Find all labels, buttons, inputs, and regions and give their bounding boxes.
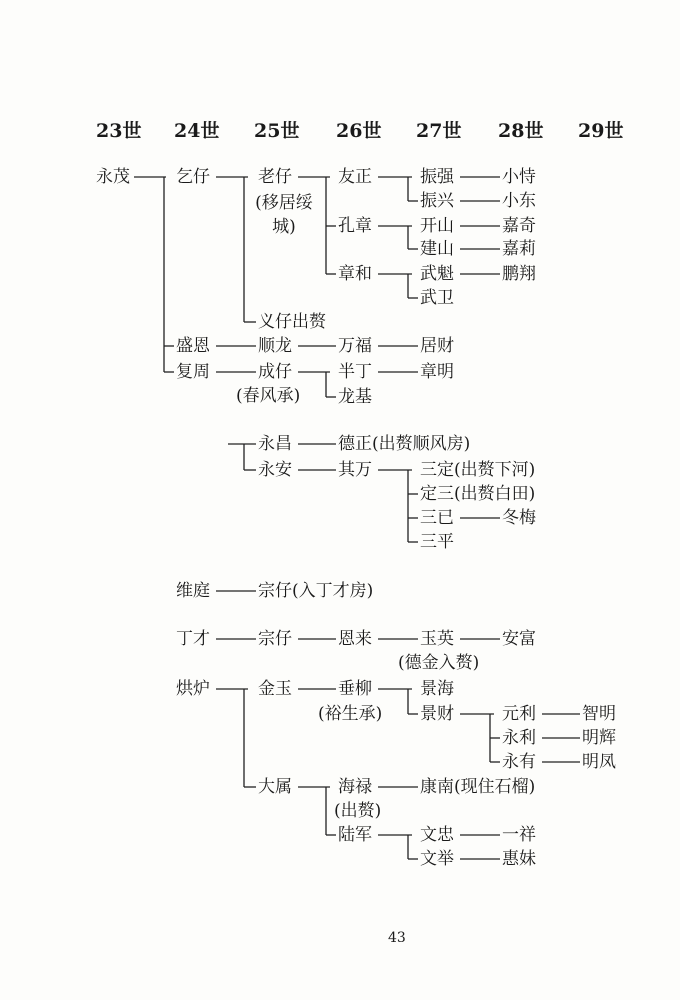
person-qiwan: 其万 — [338, 460, 372, 480]
person-hailu: 海禄 — [338, 777, 372, 797]
person-kaishan: 开山 — [420, 216, 454, 236]
person-zhenxing: 振兴 — [420, 191, 454, 211]
person-sanding: 三定(出赘下河) — [420, 460, 536, 480]
person-jinghai: 景海 — [420, 679, 454, 699]
person-jingcai: 景财 — [420, 704, 454, 724]
person-zongzai-1: 宗仔(入丁才房) — [258, 581, 374, 601]
person-note-chuiliu: (裕生承) — [318, 704, 383, 724]
generation-28: 28世 — [498, 120, 544, 142]
person-yizai: 义仔出赘 — [258, 312, 326, 332]
generation-26: 26世 — [336, 120, 382, 142]
person-zhanghe: 章和 — [338, 264, 372, 284]
person-longji: 龙基 — [338, 387, 372, 407]
generation-25: 25世 — [254, 120, 300, 142]
person-laozai: 老仔 — [258, 167, 292, 187]
person-dongmei: 冬梅 — [502, 508, 536, 528]
person-chuiliu: 垂柳 — [338, 679, 372, 699]
generation-29: 29世 — [578, 120, 624, 142]
person-fuzhou: 复周 — [176, 362, 210, 382]
person-dezheng: 德正(出赘顺风房) — [338, 434, 471, 454]
person-yongan: 永安 — [258, 460, 292, 480]
generation-24: 24世 — [174, 120, 220, 142]
person-wuwei: 武卫 — [420, 288, 454, 308]
person-huimei: 惠妹 — [502, 849, 536, 869]
person-xiaote: 小恃 — [502, 167, 536, 187]
person-sanji: 三已 — [420, 508, 454, 528]
person-jinyu: 金玉 — [258, 679, 292, 699]
person-chengzai: 成仔 — [258, 362, 292, 382]
person-wukui: 武魁 — [420, 264, 454, 284]
person-yongli: 永利 — [502, 728, 536, 748]
person-wenju: 文举 — [420, 849, 454, 869]
person-sanping: 三平 — [420, 532, 454, 552]
person-banding: 半丁 — [338, 362, 372, 382]
person-yixiang: 一祥 — [502, 825, 536, 845]
person-yongyou: 永有 — [502, 752, 536, 772]
person-anfu: 安富 — [502, 629, 536, 649]
person-qizai: 乞仔 — [176, 167, 210, 187]
person-kongzhang: 孔章 — [338, 216, 372, 236]
person-wenzhong: 文忠 — [420, 825, 454, 845]
person-wanfu: 万福 — [338, 336, 372, 356]
person-xiaodong: 小东 — [502, 191, 536, 211]
person-shunlong: 顺龙 — [258, 336, 292, 356]
person-jiali: 嘉莉 — [502, 239, 536, 259]
person-yuanli: 元利 — [502, 704, 536, 724]
person-dingcai: 丁才 — [176, 629, 210, 649]
person-mingfeng: 明凤 — [582, 752, 616, 772]
person-dingsan: 定三(出赘白田) — [420, 484, 536, 504]
person-zhenqiang: 振强 — [420, 167, 454, 187]
person-youzheng: 友正 — [338, 167, 372, 187]
person-zhiming: 智明 — [582, 704, 616, 724]
person-note-hailu: (出赘) — [334, 801, 382, 821]
person-jiaqi: 嘉奇 — [502, 216, 536, 236]
generation-27: 27世 — [416, 120, 462, 142]
person-zongzai-2: 宗仔 — [258, 629, 292, 649]
person-weiting: 维庭 — [176, 581, 210, 601]
person-jianshan: 建山 — [420, 239, 454, 259]
person-shengen: 盛恩 — [176, 336, 210, 356]
person-note-chengzai: (春风承) — [236, 386, 301, 406]
person-kangnan: 康南(现住石榴) — [420, 777, 536, 797]
person-honglu: 烘炉 — [176, 679, 210, 699]
generation-23: 23世 — [96, 120, 142, 142]
person-minghui: 明辉 — [582, 728, 616, 748]
person-note-laozai: (移居绥城) — [255, 193, 313, 237]
person-yongchang: 永昌 — [258, 434, 292, 454]
person-pengxiang: 鹏翔 — [502, 264, 536, 284]
person-note-yuying: (德金入赘) — [398, 653, 480, 673]
person-yongmao: 永茂 — [96, 167, 130, 187]
person-zhangming: 章明 — [420, 362, 454, 382]
page-number: 43 — [388, 930, 406, 946]
person-yuying: 玉英 — [420, 629, 454, 649]
person-jucai: 居财 — [420, 336, 454, 356]
person-dashu: 大属 — [258, 777, 292, 797]
person-enlai: 恩来 — [338, 629, 372, 649]
person-lujun: 陆军 — [338, 825, 372, 845]
